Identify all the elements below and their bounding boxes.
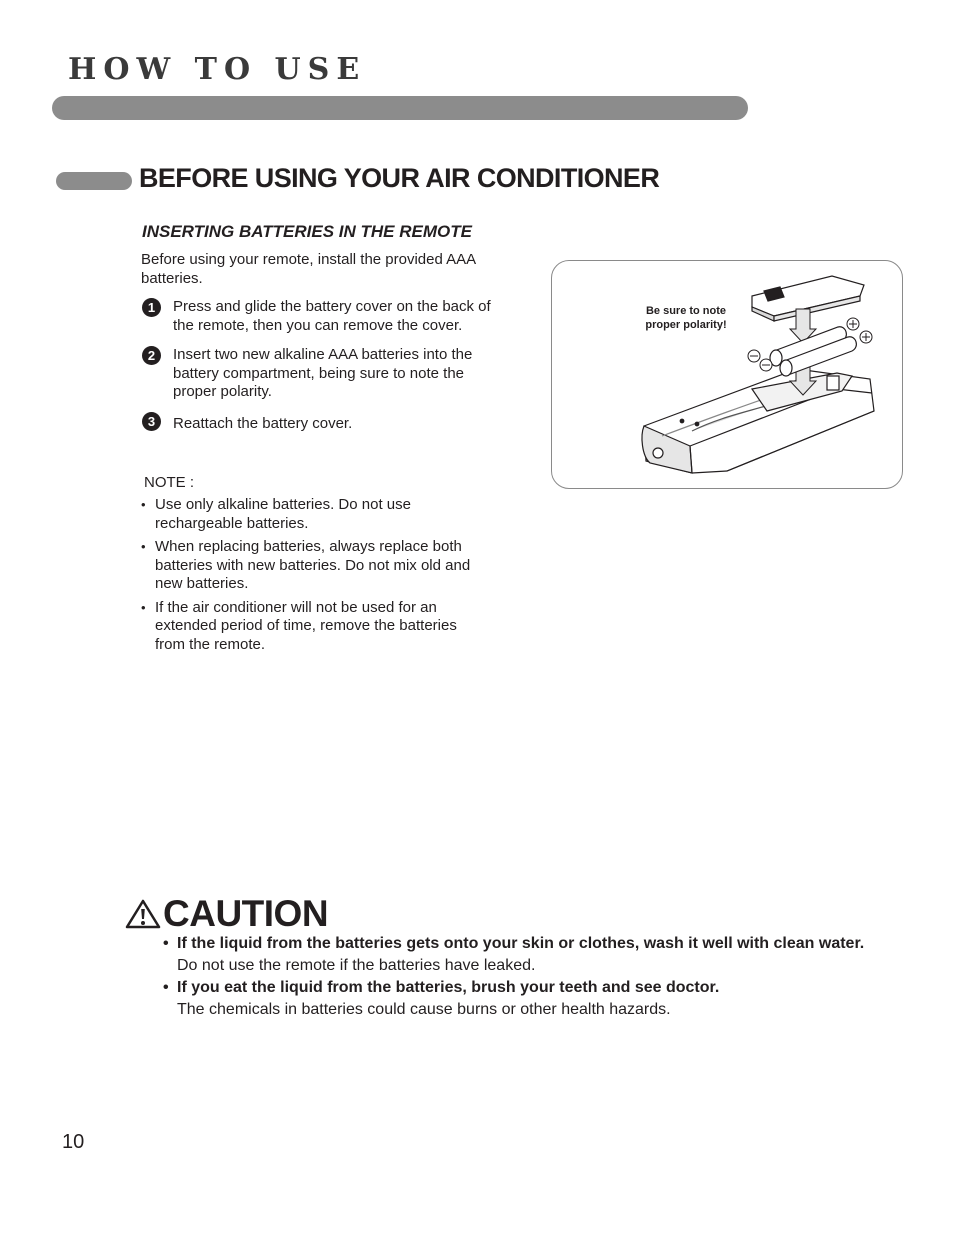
- caution-list: [162, 933, 922, 1021]
- caution-item: [162, 977, 922, 1021]
- step-2: [142, 346, 502, 402]
- note-list: [141, 496, 486, 659]
- remote-control-illustration: [552, 261, 902, 488]
- note-item: • When replacing batteries, always replace both batteries with new batteries. Do not mix old and new batteries.: [141, 538, 486, 594]
- step-3: [142, 412, 502, 434]
- subsection-title: INSERTING BATTERIES IN THE REMOTE: [142, 222, 472, 241]
- step-text: Reattach the battery cover.: [173, 415, 353, 432]
- header-divider-bar: [52, 96, 748, 120]
- step-number-badge: 2: [142, 346, 161, 365]
- caution-item-text: The chemicals in batteries could cause burns or other health hazards.: [177, 1001, 671, 1018]
- caution-item: [162, 933, 922, 977]
- minus-polarity-icon: [748, 350, 772, 371]
- caution-heading: [125, 893, 328, 935]
- note-item: • Use only alkaline batteries. Do not use rechargeable batteries.: [141, 496, 486, 533]
- polarity-note: Be sure to note proper polarity!: [645, 305, 727, 331]
- caution-item-bold: • If the liquid from the batteries gets onto your skin or clothes, wash it well with clean water.: [177, 935, 865, 952]
- step-number-badge: 3: [142, 412, 161, 431]
- page-number: 10: [62, 1131, 85, 1153]
- step-text: Insert two new alkaline AAA batteries into the battery compartment, being sure to note the proper polarity.: [173, 346, 473, 400]
- step-number-badge: 1: [142, 298, 161, 317]
- remote-body-icon: [642, 369, 874, 473]
- intro-text: Before using your remote, install the provided AAA batteries.: [141, 251, 476, 287]
- note-heading: NOTE :: [144, 474, 195, 491]
- caution-item-bold: • If you eat the liquid from the batteries, brush your teeth and see doctor.: [177, 979, 720, 996]
- battery-icon: [770, 327, 856, 376]
- section-marker-pill: [56, 172, 132, 190]
- note-item: • If the air conditioner will not be used for an extended period of time, remove the batteries from the remote.: [141, 599, 486, 655]
- section-title: BEFORE USING YOUR AIR CONDITIONER: [139, 163, 660, 193]
- page-header-title: HOW TO USE: [68, 52, 367, 87]
- caution-item-text: Do not use the remote if the batteries have leaked.: [177, 957, 536, 974]
- battery-illustration-frame: [551, 260, 903, 489]
- step-1: [142, 298, 502, 335]
- step-text: Press and glide the battery cover on the back of the remote, then you can remove the cover.: [173, 298, 491, 334]
- caution-title: CAUTION: [163, 893, 329, 934]
- warning-triangle-icon: [125, 899, 161, 929]
